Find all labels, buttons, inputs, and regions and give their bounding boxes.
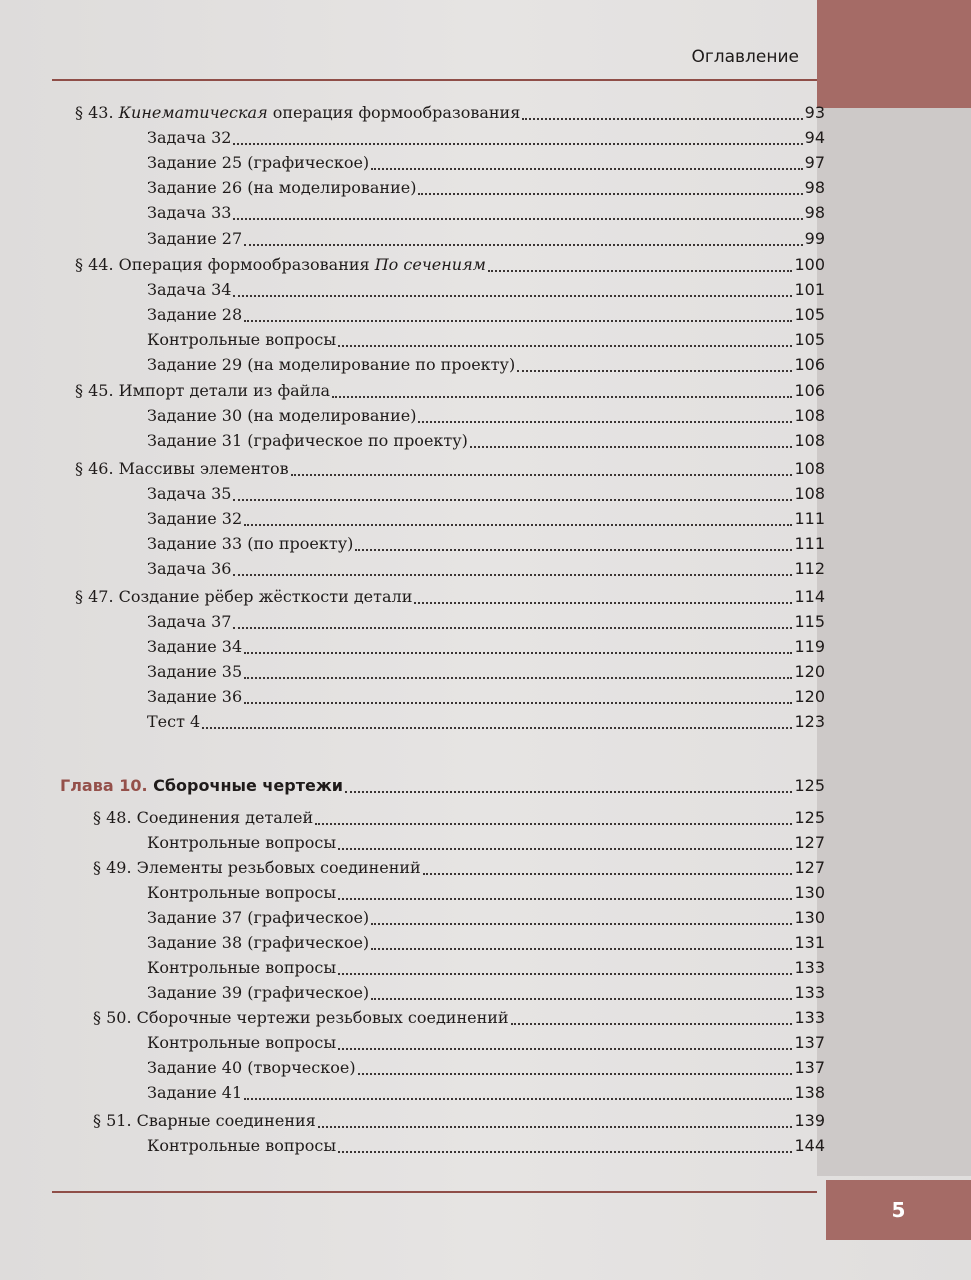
toc-item-row [147, 428, 825, 454]
toc-entry-label: Задача 36 [147, 559, 232, 578]
toc-page-number: 98 [804, 178, 825, 197]
dot-leader [358, 1073, 793, 1075]
toc-item-row [147, 1133, 825, 1159]
toc-entry-label: Задание 36 [147, 687, 243, 706]
dot-leader [511, 1023, 793, 1025]
toc-entry-label: Контрольные вопросы [147, 958, 337, 977]
toc-entry-label: Задание 27 [147, 229, 243, 248]
toc-page-number: 108 [794, 459, 825, 478]
toc-page-number: 130 [794, 908, 825, 927]
toc-item-row [147, 634, 825, 660]
toc-entry-label: Задача 32 [147, 128, 232, 147]
toc-page-number: 137 [794, 1033, 825, 1052]
toc-page-number: 106 [794, 381, 825, 400]
toc-entry-label [75, 100, 520, 126]
toc-item-row [147, 302, 825, 328]
dot-leader [414, 602, 792, 604]
dot-leader [233, 218, 802, 220]
toc-page-number: 127 [794, 858, 825, 877]
toc-page-number: 106 [794, 355, 825, 374]
toc-item-row [147, 709, 825, 735]
toc-page-number: 137 [794, 1058, 825, 1077]
section-label-start: § 43. [75, 103, 119, 122]
toc-page-number: 133 [794, 1008, 825, 1027]
toc-page-number: 120 [794, 687, 825, 706]
dot-leader [291, 474, 793, 476]
toc-chapter-row [60, 773, 825, 799]
toc-entry-label: § 46. Массивы элементов [75, 459, 289, 478]
toc-item-row [147, 556, 825, 582]
toc-entry-label: Контрольные вопросы [147, 1136, 337, 1155]
toc-entry-label: Задача 33 [147, 203, 232, 222]
toc-item-row [147, 1080, 825, 1106]
toc-item-row [147, 352, 825, 378]
toc-page-number: 108 [794, 406, 825, 425]
toc-entry-label: § 48. Соединения деталей [93, 808, 314, 827]
toc-entry-label: Задача 35 [147, 484, 232, 503]
dot-leader [202, 727, 792, 729]
toc-page-number: 93 [804, 103, 825, 122]
toc-entry-label: Задание 25 (графическое) [147, 153, 370, 172]
dot-leader [244, 1098, 792, 1100]
toc-page-number: 99 [804, 229, 825, 248]
toc-section-row [75, 100, 825, 126]
dot-leader [338, 1048, 792, 1050]
toc-page-number: 125 [794, 776, 825, 795]
toc-item-row [147, 955, 825, 981]
toc-page-number: 112 [794, 559, 825, 578]
dot-leader [244, 677, 792, 679]
dot-leader [338, 848, 792, 850]
dot-leader [233, 574, 792, 576]
toc-item-row [147, 1055, 825, 1081]
dot-leader [371, 998, 792, 1000]
toc-item-row [147, 200, 825, 226]
toc-entry-label [75, 252, 486, 278]
toc-page-number: 108 [794, 484, 825, 503]
toc-section-row [93, 855, 825, 881]
dot-leader [338, 1151, 792, 1153]
dot-leader [517, 370, 792, 372]
dot-leader [233, 295, 792, 297]
dot-leader [418, 421, 792, 423]
section-label-start: § 44. Операция формообразования [75, 255, 375, 274]
toc-item-row [147, 150, 825, 176]
toc-page-number: 127 [794, 833, 825, 852]
toc-page-number: 100 [794, 255, 825, 274]
toc-page-number: 94 [804, 128, 825, 147]
toc-page-number: 97 [804, 153, 825, 172]
dot-leader [371, 948, 792, 950]
section-label-end: операция формообразования [267, 103, 521, 122]
section-label-italic: По сечениям [374, 255, 486, 274]
toc-entry-label: Задание 34 [147, 637, 243, 656]
toc-item-row [147, 277, 825, 303]
dot-leader [470, 446, 793, 448]
toc-item-row [147, 830, 825, 856]
toc-item-row [147, 659, 825, 685]
toc-entry-label: Задание 32 [147, 509, 243, 528]
toc-section-row [93, 1005, 825, 1031]
toc-entry-label: Задание 28 [147, 305, 243, 324]
toc-page-number: 139 [794, 1111, 825, 1130]
dot-leader [522, 118, 802, 120]
toc-page-number: 125 [794, 808, 825, 827]
toc-entry-label: § 51. Сварные соединения [93, 1111, 316, 1130]
toc-section-row [75, 378, 825, 404]
page-number: 5 [826, 1180, 971, 1240]
footer-rule [52, 1191, 817, 1193]
toc-entry-label: § 47. Создание рёбер жёсткости детали [75, 587, 413, 606]
toc-entry-label [60, 773, 343, 799]
toc-entry-label: Контрольные вопросы [147, 1033, 337, 1052]
page-header-title: Оглавление [691, 47, 799, 67]
toc-entry-label: Тест 4 [147, 712, 201, 731]
dot-leader [233, 143, 802, 145]
toc-item-row [147, 930, 825, 956]
toc-item-row [147, 980, 825, 1006]
dot-leader [244, 320, 792, 322]
toc-page-number: 111 [794, 509, 825, 528]
toc-page-number: 133 [794, 983, 825, 1002]
toc-page-number: 119 [794, 637, 825, 656]
toc-entry-label: Задание 31 (графическое по проекту) [147, 431, 468, 450]
toc-entry-label: Задание 41 [147, 1083, 243, 1102]
toc-item-row [147, 125, 825, 151]
toc-item-row [147, 506, 825, 532]
toc-page-number: 108 [794, 431, 825, 450]
toc-page-number: 105 [794, 305, 825, 324]
dot-leader [244, 652, 792, 654]
toc-page-number: 123 [794, 712, 825, 731]
toc-entry-label: Задание 39 (графическое) [147, 983, 370, 1002]
dot-leader [423, 873, 793, 875]
toc-item-row [147, 403, 825, 429]
toc-entry-label: Задание 37 (графическое) [147, 908, 370, 927]
toc-entry-label: Задание 38 (графическое) [147, 933, 370, 952]
dot-leader [371, 923, 792, 925]
dot-leader [338, 898, 792, 900]
toc-item-row [147, 531, 825, 557]
toc-page-number: 138 [794, 1083, 825, 1102]
toc-entry-label: Задача 34 [147, 280, 232, 299]
toc-entry-label: Контрольные вопросы [147, 330, 337, 349]
dot-leader [338, 345, 792, 347]
chapter-title: Сборочные чертежи [147, 776, 343, 795]
toc-entry-label: Контрольные вопросы [147, 883, 337, 902]
dot-leader [315, 823, 792, 825]
toc-section-row [75, 456, 825, 482]
chapter-number: Глава 10. [60, 776, 148, 795]
toc-entry-label: Задание 29 (на моделирование по проекту) [147, 355, 516, 374]
toc-section-row [75, 252, 825, 278]
toc-entry-label: Задание 30 (на моделирование) [147, 406, 417, 425]
dot-leader [244, 524, 792, 526]
toc-entry-label: Задача 37 [147, 612, 232, 631]
dot-leader [244, 244, 803, 246]
toc-entry-label: Задание 40 (творческое) [147, 1058, 356, 1077]
dot-leader [233, 627, 792, 629]
toc-page-number: 114 [794, 587, 825, 606]
toc-entry-label: Задание 35 [147, 662, 243, 681]
section-label-italic: Кинематическая [118, 103, 268, 122]
dot-leader [371, 168, 802, 170]
toc-item-row [147, 481, 825, 507]
toc-page-number: 101 [794, 280, 825, 299]
dot-leader [338, 973, 792, 975]
toc-entry-label: Задание 33 (по проекту) [147, 534, 354, 553]
toc-entry-label: § 49. Элементы резьбовых соединений [93, 858, 421, 877]
toc-page-number: 111 [794, 534, 825, 553]
dot-leader [332, 396, 792, 398]
toc-entry-label: Контрольные вопросы [147, 833, 337, 852]
toc-item-row [147, 880, 825, 906]
toc-page-number: 133 [794, 958, 825, 977]
dot-leader [318, 1126, 793, 1128]
toc-section-row [93, 805, 825, 831]
toc-page-number: 115 [794, 612, 825, 631]
toc-entry-label: § 45. Импорт детали из файла [75, 381, 331, 400]
toc-page-number: 144 [794, 1136, 825, 1155]
dot-leader [355, 549, 792, 551]
toc-item-row [147, 609, 825, 635]
toc-page-number: 130 [794, 883, 825, 902]
toc-page-number: 131 [794, 933, 825, 952]
toc-section-row [93, 1108, 825, 1134]
toc-item-row [147, 905, 825, 931]
toc-entry-label: § 50. Сборочные чертежи резьбовых соединений [93, 1008, 509, 1027]
dot-leader [488, 270, 793, 272]
toc-item-row [147, 226, 825, 252]
dot-leader [233, 499, 792, 501]
toc-page-number: 120 [794, 662, 825, 681]
toc-entry-label: Задание 26 (на моделирование) [147, 178, 417, 197]
toc-item-row [147, 327, 825, 353]
dot-leader [244, 702, 792, 704]
toc-item-row [147, 1030, 825, 1056]
toc-section-row [75, 584, 825, 610]
toc-page-number: 98 [804, 203, 825, 222]
dot-leader [418, 193, 802, 195]
toc-item-row [147, 175, 825, 201]
dot-leader [345, 791, 793, 793]
toc-page-number: 105 [794, 330, 825, 349]
toc-item-row [147, 684, 825, 710]
